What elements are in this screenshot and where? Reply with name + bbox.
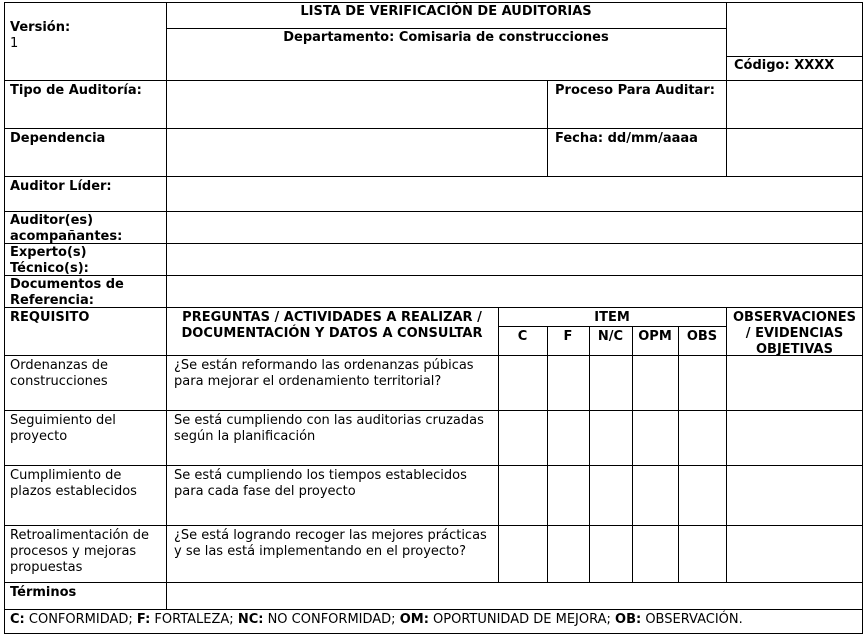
vline-item-f-nc [589,326,590,583]
legend-ob-text: OBSERVACIÓN. [641,612,743,627]
fecha-label: Fecha: dd/mm/aaaa [555,131,698,146]
legend-nc-key: NC: [237,612,264,627]
row-pregunta: ¿Se están reformando las ordenanzas púbicas para mejorar el ordenamiento territorial? [174,358,474,389]
item-header: ITEM [594,310,630,325]
proceso-auditar-label: Proceso Para Auditar: [555,83,715,98]
terminos-field[interactable] [167,583,862,609]
vline-proceso-left [547,80,548,177]
version-cell [10,4,70,52]
version-label: Versión: [10,20,71,35]
auditor-lider-label: Auditor Líder: [10,179,112,194]
row-requisito: Ordenanzas de construcciones [10,358,108,389]
vline-code-col [726,2,727,81]
legend-nc-text: NO CONFORMIDAD; [263,612,400,627]
legend-f-key: F: [136,612,151,627]
auditores-label: Auditor(es) acompañantes: [10,213,123,244]
legend-ob-key: OB: [615,612,642,627]
border-left [4,2,5,634]
version-value: 1 [10,36,19,51]
form-title: LISTA DE VERIFICACIÓN DE AUDITORIAS [300,4,592,19]
row-requisito: Cumplimiento de plazos establecidos [10,468,137,499]
form-code: Código: XXXX [734,58,835,73]
vline-item-opm-obs [678,326,679,583]
row-pregunta: Se está cumpliendo los tiempos establecidos para cada fase del proyecto [174,468,467,499]
hline-row2 [4,465,863,466]
hline-title [166,28,726,29]
row-requisito: Seguimiento del proyecto [10,413,116,444]
hline-code [726,56,863,57]
documentos-field[interactable] [167,276,862,307]
observaciones-header: OBSERVACIONES / EVIDENCIAS OBJETIVAS [732,310,856,357]
tipo-auditoria-label: Tipo de Auditoría: [10,83,142,98]
terminos-label: Términos [10,585,77,600]
legend-c-text: CONFORMIDAD; [24,612,137,627]
border-top [4,2,863,3]
vline-item-c-f [547,326,548,583]
requisito-header: REQUISITO [10,310,90,325]
legend-om-key: OM: [399,612,429,627]
row-requisito: Retroalimentación de procesos y mejoras propuestas [10,528,150,575]
expertos-label: Experto(s) Técnico(s): [10,245,89,276]
documentos-label: Documentos de Referencia: [10,277,124,308]
auditores-field[interactable] [167,212,862,243]
legend-c-key: C: [10,612,25,627]
department-name: Departamento: Comisaria de construcciones [283,30,609,45]
hline-terminos [4,609,863,610]
hline-item-sub [498,326,726,327]
item-subheader-obs: OBS [686,329,718,344]
item-subheader-c: C [517,329,528,344]
item-subheader-nc: N/C [597,329,624,344]
proceso-auditar-field[interactable] [727,81,862,128]
dependencia-field[interactable] [167,129,547,176]
auditor-lider-field[interactable] [167,177,862,211]
hline-documentos [4,307,863,308]
fecha-field[interactable] [727,129,862,176]
expertos-field[interactable] [167,244,862,275]
legend-om-text: OPORTUNIDAD DE MEJORA; [428,612,616,627]
preguntas-header: PREGUNTAS / ACTIVIDADES A REALIZAR / DOCUMENTACIÓN Y DATOS A CONSULTAR [181,310,483,341]
vline-item-nc-opm [632,326,633,583]
hline-row1 [4,410,863,411]
vline-item-left [498,307,499,583]
row-pregunta: Se está cumpliendo con las auditorias cruzadas según la planificación [174,413,484,444]
row-pregunta: ¿Se está logrando recoger las mejores prácticas y se las está implementando en el proyecto? [174,528,487,559]
dependencia-label: Dependencia [10,131,106,146]
item-subheader-f: F [563,329,573,344]
legend-f-text: FORTALEZA; [150,612,238,627]
tipo-auditoria-field[interactable] [167,81,547,128]
hline-row3 [4,525,863,526]
border-bottom [4,633,863,634]
legend [10,612,743,628]
item-subheader-opm: OPM [638,329,672,344]
